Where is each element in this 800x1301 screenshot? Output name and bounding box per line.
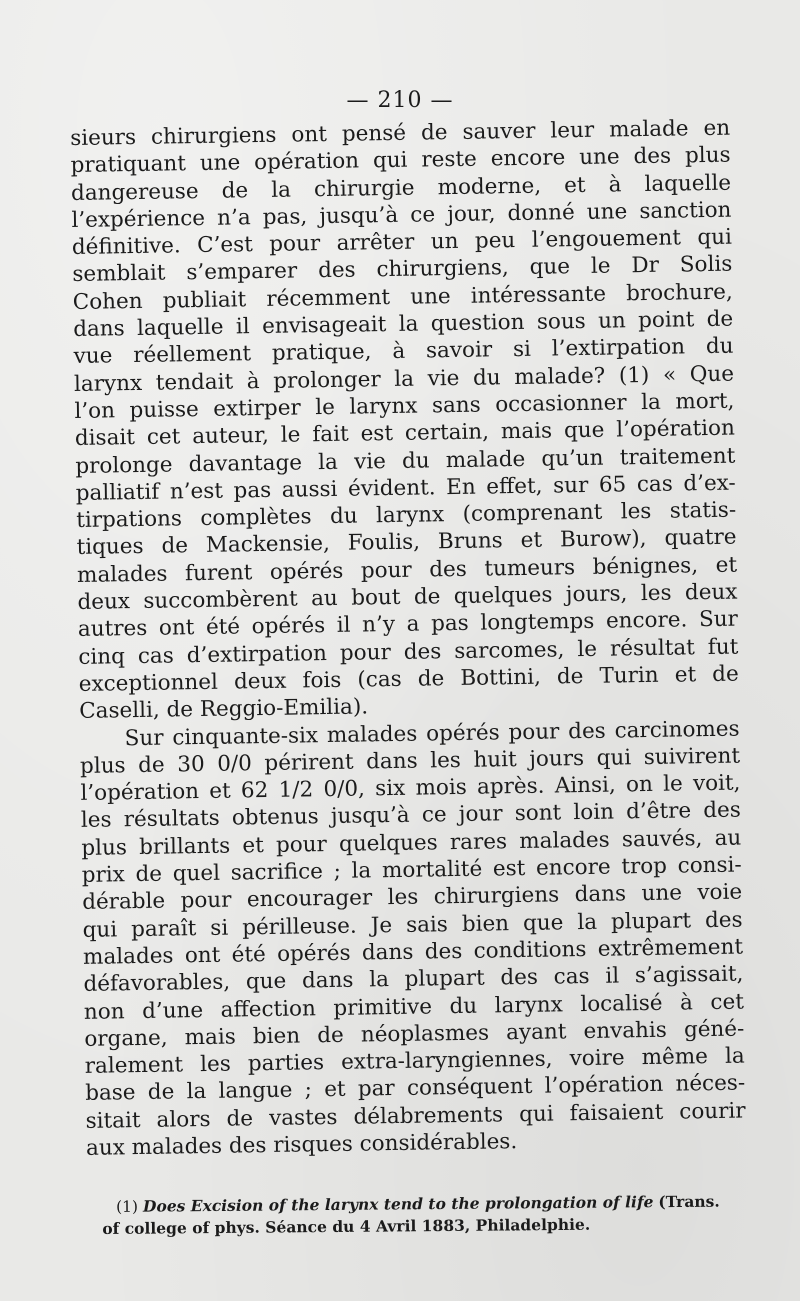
- footnote-title: Does Excision of the larynx tend to the prolongation of life: [142, 1192, 654, 1216]
- text-line: sitait alors de vastes délabrements qui faisaient courir: [85, 1098, 746, 1134]
- text-line: aux malades des risques considérables.: [85, 1129, 518, 1161]
- paragraph-2: [79, 715, 746, 1162]
- text-line: deux succombèrent au bout de quelques jours, les deux: [77, 579, 738, 615]
- text-line: dangereuse de la chirurgie moderne, et à laquelle: [70, 170, 732, 206]
- text-line: organe, mais bien de néoplasmes ayant envahis géné-: [84, 1016, 745, 1052]
- text-line: dérable pour encourager les chirurgiens dans une voie: [82, 879, 743, 916]
- text-line: larynx tendait à prolonger la vie du malade? (1) « Que: [73, 361, 735, 397]
- footnote-line-2: of college of phys. Séance du 4 Avril 1883, Philadelphie.: [102, 1214, 591, 1238]
- footnote: [102, 1190, 752, 1240]
- text-line: palliatif n’est pas aussi évident. En effet, sur 65 cas d’ex-: [75, 470, 736, 506]
- text-line: non d’une affection primitive du larynx localisé à cet: [83, 989, 745, 1025]
- text-line: tiques de Mackensie, Foulis, Bruns et Burow), quatre: [76, 525, 737, 561]
- text-line: Caselli, de Reggio-Emilia).: [79, 694, 369, 725]
- text-line: l’expérience n’a pas, jusqu’à ce jour, donné une sanction: [71, 197, 732, 233]
- text-line: plus brillants et pour quelques rares malades sauvés, au: [81, 825, 742, 861]
- text-line: autres ont été opérés il n’y a pas longtemps encore. Sur: [77, 606, 739, 643]
- text-line: Cohen publiait récemment une intéressante brochure,: [72, 279, 733, 315]
- text-line: cinq cas d’extirpation pour des sarcomes, le résultat fut: [78, 634, 739, 670]
- text-line: prix de quel sacrifice ; la mortalité est encore trop consi-: [81, 852, 742, 888]
- text-line: Sur cinquante-six malades opérés pour des carcinomes: [124, 716, 740, 751]
- text-line: disait cet auteur, le fait est certain, mais que l’opération: [74, 415, 736, 452]
- text-line: tirpations complètes du larynx (comprenant les statis-: [76, 497, 737, 534]
- footnote-marker: (1): [116, 1197, 139, 1216]
- text-line: l’on puisse extirper le larynx sans occasionner la mort,: [74, 388, 735, 424]
- text-line: base de la langue ; et par conséquent l’opération néces-: [85, 1070, 746, 1107]
- paragraph-1: [70, 115, 739, 726]
- text-line: semblait s’emparer des chirurgiens, que le Dr Solis: [72, 252, 733, 288]
- text-line: vue réellement pratique, à savoir si l’extirpation du: [73, 333, 734, 370]
- footnote-citation-start: (Trans.: [658, 1191, 720, 1212]
- text-line: sieurs chirurgiens ont pensé de sauver leur malade en: [70, 115, 731, 151]
- text-line: ralement les parties extra-laryngiennes, voire même la: [84, 1043, 745, 1079]
- text-line: malades furent opérés pour des tumeurs bénignes, et: [76, 552, 738, 588]
- body-text: [70, 115, 746, 1163]
- text-line: définitive. C’est pour arrêter un peu l’engouement qui: [71, 224, 733, 261]
- text-line: les résultats obtenus jusqu’à ce jour sont loin d’être des: [80, 797, 742, 834]
- text-line: qui paraît si périlleuse. Je sais bien que la plupart des: [82, 907, 743, 943]
- text-line: l’opération et 62 1/2 0/0, six mois après. Ainsi, on le voit,: [80, 770, 741, 807]
- text-line: plus de 30 0/0 périrent dans les huit jours qui suivirent: [79, 743, 741, 779]
- text-line: pratiquant une opération qui reste encore une des plus: [70, 142, 731, 179]
- text-line: exceptionnel deux fois (cas de Bottini, de Turin et de: [78, 661, 739, 697]
- text-line: défavorables, que dans la plupart des cas il s’agissait,: [83, 961, 744, 998]
- text-line: malades ont été opérés dans des conditions extrêmement: [82, 934, 744, 970]
- text-line: prolonge davantage la vie du malade qu’un traitement: [75, 443, 736, 479]
- text-line: dans laquelle il envisageait la question sous un point de: [73, 306, 734, 343]
- page-number: — 210 —: [346, 88, 454, 113]
